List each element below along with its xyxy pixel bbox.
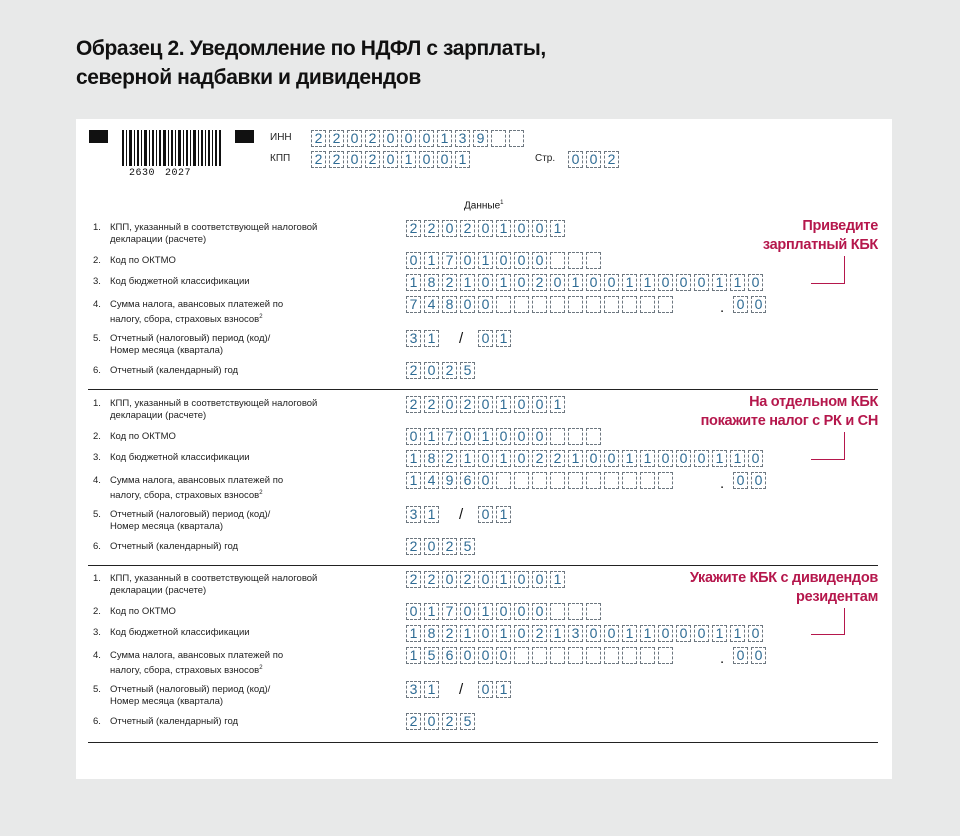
digit-cell [491, 130, 506, 147]
digit-cell: 2 [604, 151, 619, 168]
digit-cell: 0 [347, 151, 362, 168]
annotation-note: Приведите зарплатный КБК [762, 218, 878, 253]
annotation-note: Укажите КБК с дивидендов резидентам [689, 570, 878, 605]
section-divider [88, 389, 878, 390]
digit-cell: 1 [406, 450, 421, 467]
digit-cell [640, 647, 655, 664]
digit-cell: 2 [442, 274, 457, 291]
digit-cell: 0 [658, 274, 673, 291]
digit-cell: 0 [478, 330, 493, 347]
digit-cell: 1 [496, 625, 511, 642]
section-divider [88, 565, 878, 566]
digit-cell: 0 [514, 220, 529, 237]
digit-cell: 0 [478, 396, 493, 413]
digit-cell: 1 [401, 151, 416, 168]
digit-cell: 0 [586, 151, 601, 168]
year-field [406, 538, 478, 555]
row-kpp-label: 1. КПП, указанный в соответствующей налоговой декларации (расчете) [93, 398, 318, 421]
digit-cell: 0 [586, 274, 601, 291]
digit-cell [550, 647, 565, 664]
digit-cell: 0 [419, 130, 434, 147]
digit-cell: 0 [478, 450, 493, 467]
digit-cell: 0 [658, 450, 673, 467]
digit-cell: 0 [496, 647, 511, 664]
digit-cell [586, 603, 601, 620]
digit-cell [550, 428, 565, 445]
digit-cell: 0 [604, 274, 619, 291]
digit-cell: 0 [733, 472, 748, 489]
digit-cell [550, 472, 565, 489]
row-amount-label: 4. Сумма налога, авансовых платежей по налогу, сбора, страховых взносов$^2$ [93, 299, 284, 326]
digit-cell: 1 [424, 428, 439, 445]
digit-cell: 0 [748, 625, 763, 642]
digit-cell: 1 [460, 450, 475, 467]
row-kpp-label: 1. КПП, указанный в соответствующей налоговой декларации (расчете) [93, 573, 318, 596]
digit-cell [514, 647, 529, 664]
digit-cell: 4 [424, 296, 439, 313]
digit-cell: 1 [712, 274, 727, 291]
digit-cell: 0 [676, 625, 691, 642]
page-title [76, 34, 546, 92]
digit-cell [550, 252, 565, 269]
digit-cell: 7 [442, 603, 457, 620]
kpp-field [406, 571, 568, 588]
oktmo-field [406, 428, 604, 445]
kbk-field [406, 450, 766, 467]
digit-cell [550, 603, 565, 620]
digit-cell: 1 [406, 274, 421, 291]
kpp-field [406, 396, 568, 413]
barcode-number-right: 2027 [165, 168, 192, 179]
digit-cell: 6 [442, 647, 457, 664]
digit-cell: 1 [730, 274, 745, 291]
digit-cell: 2 [311, 151, 326, 168]
digit-cell: 0 [514, 603, 529, 620]
digit-cell: 1 [568, 274, 583, 291]
digit-cell: 0 [460, 252, 475, 269]
digit-cell: 3 [406, 330, 421, 347]
digit-cell: 0 [748, 274, 763, 291]
digit-cell: 2 [424, 571, 439, 588]
month-number-field [478, 506, 514, 523]
digit-cell: 2 [460, 571, 475, 588]
digit-cell: 0 [733, 647, 748, 664]
row-amount-label: 4. Сумма налога, авансовых платежей по налогу, сбора, страховых взносов$^2$ [93, 650, 284, 677]
digit-cell: 2 [424, 220, 439, 237]
digit-cell: 0 [514, 396, 529, 413]
digit-cell: 5 [460, 362, 475, 379]
digit-cell: 0 [437, 151, 452, 168]
digit-cell: 1 [640, 274, 655, 291]
digit-cell: 8 [424, 450, 439, 467]
digit-cell: 1 [496, 506, 511, 523]
digit-cell: 0 [604, 625, 619, 642]
digit-cell [532, 647, 547, 664]
digit-cell: 0 [478, 274, 493, 291]
digit-cell: 0 [347, 130, 362, 147]
month-number-field [478, 681, 514, 698]
digit-cell: 0 [514, 450, 529, 467]
digit-cell: 1 [455, 151, 470, 168]
digit-cell [568, 472, 583, 489]
row-amount-label: 4. Сумма налога, авансовых платежей по налогу, сбора, страховых взносов$^2$ [93, 475, 284, 502]
amount-cents-field [733, 472, 769, 489]
digit-cell: 1 [550, 625, 565, 642]
digit-cell: 2 [460, 396, 475, 413]
digit-cell: 0 [676, 450, 691, 467]
digit-cell: 0 [442, 396, 457, 413]
digit-cell: 1 [478, 428, 493, 445]
digit-cell: 2 [550, 450, 565, 467]
digit-cell [514, 296, 529, 313]
digit-cell: 1 [496, 571, 511, 588]
digit-cell: 1 [496, 330, 511, 347]
digit-cell: 2 [406, 362, 421, 379]
annotation-note: На отдельном КБК покажите налог с РК и СН [700, 394, 878, 429]
digit-cell: 8 [424, 625, 439, 642]
digit-cell: 6 [460, 472, 475, 489]
period-separator: / [459, 330, 464, 347]
period-code-field [406, 681, 442, 698]
digit-cell: 0 [514, 571, 529, 588]
kbk-field [406, 625, 766, 642]
digit-cell: 1 [640, 625, 655, 642]
digit-cell: 0 [586, 450, 601, 467]
digit-cell [658, 472, 673, 489]
digit-cell [586, 252, 601, 269]
digit-cell [604, 472, 619, 489]
digit-cell: 1 [550, 396, 565, 413]
digit-cell: 0 [733, 296, 748, 313]
row-kpp-label: 1. КПП, указанный в соответствующей налоговой декларации (расчете) [93, 222, 318, 245]
digit-cell: 0 [478, 220, 493, 237]
row-year-label: 6. Отчетный (календарный) год [93, 541, 239, 552]
digit-cell [532, 296, 547, 313]
digit-cell [658, 647, 673, 664]
barcode-image [122, 130, 222, 172]
digit-cell: 0 [424, 713, 439, 730]
row-year-label: 6. Отчетный (календарный) год [93, 716, 239, 727]
decimal-separator: . [720, 650, 725, 667]
digit-cell: 1 [406, 625, 421, 642]
digit-cell: 1 [478, 603, 493, 620]
digit-cell [640, 472, 655, 489]
digit-cell: 3 [455, 130, 470, 147]
page-number-field [568, 151, 622, 168]
period-separator: / [459, 506, 464, 523]
data-column-label: Данные$^1$ [464, 200, 504, 212]
digit-cell: 2 [406, 220, 421, 237]
digit-cell [622, 647, 637, 664]
digit-cell: 0 [406, 603, 421, 620]
row-period-label: 5. Отчетный (налоговый) период (код)/ Номер месяца (квартала) [93, 509, 271, 532]
digit-cell: 0 [478, 296, 493, 313]
digit-cell: 0 [694, 450, 709, 467]
title-line-1: Образец 2. Уведомление по НДФЛ с зарплаты, [76, 37, 546, 60]
decimal-separator: . [720, 475, 725, 492]
section-divider [88, 742, 878, 743]
row-oktmo-label: 2. Код по ОКТМО [93, 606, 176, 617]
digit-cell: 2 [406, 538, 421, 555]
digit-cell: 2 [365, 151, 380, 168]
digit-cell: 1 [496, 220, 511, 237]
digit-cell: 0 [383, 130, 398, 147]
digit-cell: 2 [311, 130, 326, 147]
page-label: Стр. [535, 153, 556, 164]
digit-cell: 2 [532, 274, 547, 291]
row-oktmo-label: 2. Код по ОКТМО [93, 255, 176, 266]
digit-cell [496, 472, 511, 489]
digit-cell: 0 [478, 472, 493, 489]
inn-label: ИНН [270, 132, 292, 143]
digit-cell: 0 [442, 220, 457, 237]
barcode-number [129, 168, 201, 179]
digit-cell: 9 [473, 130, 488, 147]
digit-cell: 0 [532, 252, 547, 269]
digit-cell: 1 [730, 450, 745, 467]
row-period-label: 5. Отчетный (налоговый) период (код)/ Номер месяца (квартала) [93, 684, 271, 707]
amount-field [406, 296, 676, 313]
digit-cell [586, 647, 601, 664]
amount-field [406, 472, 676, 489]
digit-cell: 0 [460, 296, 475, 313]
digit-cell: 1 [424, 330, 439, 347]
digit-cell: 1 [424, 603, 439, 620]
kpp-label: КПП [270, 153, 291, 164]
digit-cell: 1 [496, 450, 511, 467]
digit-cell: 0 [514, 274, 529, 291]
digit-cell: 5 [460, 538, 475, 555]
digit-cell: 2 [460, 220, 475, 237]
digit-cell [568, 252, 583, 269]
digit-cell: 0 [751, 296, 766, 313]
digit-cell: 2 [365, 130, 380, 147]
digit-cell: 3 [406, 506, 421, 523]
digit-cell [568, 647, 583, 664]
digit-cell: 0 [604, 450, 619, 467]
digit-cell: 0 [460, 603, 475, 620]
digit-cell: 7 [442, 428, 457, 445]
digit-cell: 2 [406, 571, 421, 588]
registration-mark-left [89, 130, 108, 143]
digit-cell: 1 [622, 274, 637, 291]
digit-cell: 0 [532, 220, 547, 237]
kbk-field [406, 274, 766, 291]
digit-cell [496, 296, 511, 313]
digit-cell: 0 [478, 647, 493, 664]
digit-cell: 8 [442, 296, 457, 313]
digit-cell: 1 [478, 252, 493, 269]
kpp-header-field [311, 151, 473, 168]
digit-cell: 2 [329, 130, 344, 147]
digit-cell: 0 [419, 151, 434, 168]
registration-mark-right [235, 130, 254, 143]
barcode-number-left: 2630 [129, 168, 156, 179]
digit-cell: 2 [406, 713, 421, 730]
digit-cell [622, 296, 637, 313]
digit-cell [658, 296, 673, 313]
digit-cell: 2 [329, 151, 344, 168]
title-line-2: северной надбавки и дивидендов [76, 66, 421, 89]
digit-cell: 2 [532, 625, 547, 642]
digit-cell: 1 [712, 625, 727, 642]
digit-cell: 0 [658, 625, 673, 642]
digit-cell: 8 [424, 274, 439, 291]
digit-cell [568, 603, 583, 620]
digit-cell: 0 [694, 625, 709, 642]
row-kbk-label: 3. Код бюджетной классификации [93, 276, 250, 287]
digit-cell: 1 [424, 252, 439, 269]
digit-cell: 3 [568, 625, 583, 642]
digit-cell: 0 [496, 603, 511, 620]
digit-cell: 0 [460, 647, 475, 664]
row-period-label: 5. Отчетный (налоговый) период (код)/ Номер месяца (квартала) [93, 333, 271, 356]
digit-cell: 0 [514, 625, 529, 642]
digit-cell: 0 [694, 274, 709, 291]
year-field [406, 713, 478, 730]
digit-cell: 0 [442, 571, 457, 588]
digit-cell [568, 296, 583, 313]
digit-cell: 0 [496, 428, 511, 445]
digit-cell: 5 [460, 713, 475, 730]
digit-cell: 0 [401, 130, 416, 147]
digit-cell: 0 [478, 571, 493, 588]
period-separator: / [459, 681, 464, 698]
digit-cell: 2 [424, 396, 439, 413]
digit-cell: 2 [442, 538, 457, 555]
digit-cell: 2 [442, 625, 457, 642]
digit-cell: 2 [442, 362, 457, 379]
digit-cell [568, 428, 583, 445]
digit-cell: 2 [532, 450, 547, 467]
annotation-leader-line [811, 608, 845, 635]
digit-cell [622, 472, 637, 489]
digit-cell: 1 [424, 681, 439, 698]
digit-cell: 0 [406, 428, 421, 445]
digit-cell: 2 [442, 713, 457, 730]
digit-cell: 0 [478, 506, 493, 523]
digit-cell: 1 [730, 625, 745, 642]
inn-field [311, 130, 527, 147]
digit-cell: 1 [622, 450, 637, 467]
digit-cell [604, 296, 619, 313]
digit-cell: 1 [496, 274, 511, 291]
digit-cell [586, 472, 601, 489]
digit-cell [532, 472, 547, 489]
digit-cell [586, 428, 601, 445]
digit-cell: 0 [478, 625, 493, 642]
digit-cell: 0 [514, 428, 529, 445]
month-number-field [478, 330, 514, 347]
period-code-field [406, 330, 442, 347]
digit-cell: 1 [406, 472, 421, 489]
digit-cell: 1 [496, 681, 511, 698]
digit-cell: 1 [460, 625, 475, 642]
digit-cell: 0 [496, 252, 511, 269]
digit-cell [586, 296, 601, 313]
annotation-leader-line [811, 432, 845, 460]
digit-cell: 9 [442, 472, 457, 489]
digit-cell: 0 [550, 274, 565, 291]
amount-field [406, 647, 676, 664]
digit-cell: 0 [532, 396, 547, 413]
digit-cell: 0 [568, 151, 583, 168]
digit-cell: 7 [406, 296, 421, 313]
digit-cell: 1 [424, 506, 439, 523]
decimal-separator: . [720, 299, 725, 316]
digit-cell: 1 [437, 130, 452, 147]
amount-cents-field [733, 647, 769, 664]
digit-cell: 1 [406, 647, 421, 664]
annotation-leader-line [811, 256, 845, 284]
row-year-label: 6. Отчетный (календарный) год [93, 365, 239, 376]
digit-cell: 1 [460, 274, 475, 291]
digit-cell: 0 [406, 252, 421, 269]
digit-cell: 0 [514, 252, 529, 269]
oktmo-field [406, 603, 604, 620]
digit-cell: 0 [751, 472, 766, 489]
digit-cell: 4 [424, 472, 439, 489]
digit-cell: 0 [748, 450, 763, 467]
digit-cell: 1 [568, 450, 583, 467]
year-field [406, 362, 478, 379]
digit-cell: 3 [406, 681, 421, 698]
digit-cell: 0 [478, 681, 493, 698]
digit-cell: 5 [424, 647, 439, 664]
digit-cell: 0 [383, 151, 398, 168]
digit-cell: 0 [424, 362, 439, 379]
digit-cell: 2 [406, 396, 421, 413]
period-code-field [406, 506, 442, 523]
digit-cell [640, 296, 655, 313]
digit-cell: 0 [586, 625, 601, 642]
digit-cell: 1 [496, 396, 511, 413]
kpp-field [406, 220, 568, 237]
digit-cell: 0 [532, 571, 547, 588]
digit-cell: 1 [550, 571, 565, 588]
row-oktmo-label: 2. Код по ОКТМО [93, 431, 176, 442]
digit-cell: 0 [751, 647, 766, 664]
digit-cell: 0 [532, 428, 547, 445]
digit-cell: 7 [442, 252, 457, 269]
oktmo-field [406, 252, 604, 269]
digit-cell: 2 [442, 450, 457, 467]
digit-cell [509, 130, 524, 147]
row-kbk-label: 3. Код бюджетной классификации [93, 627, 250, 638]
digit-cell: 0 [532, 603, 547, 620]
digit-cell: 1 [640, 450, 655, 467]
amount-cents-field [733, 296, 769, 313]
digit-cell: 1 [712, 450, 727, 467]
digit-cell: 0 [676, 274, 691, 291]
digit-cell [514, 472, 529, 489]
digit-cell: 0 [424, 538, 439, 555]
digit-cell [604, 647, 619, 664]
digit-cell: 0 [460, 428, 475, 445]
digit-cell [550, 296, 565, 313]
digit-cell: 1 [622, 625, 637, 642]
digit-cell: 1 [550, 220, 565, 237]
row-kbk-label: 3. Код бюджетной классификации [93, 452, 250, 463]
